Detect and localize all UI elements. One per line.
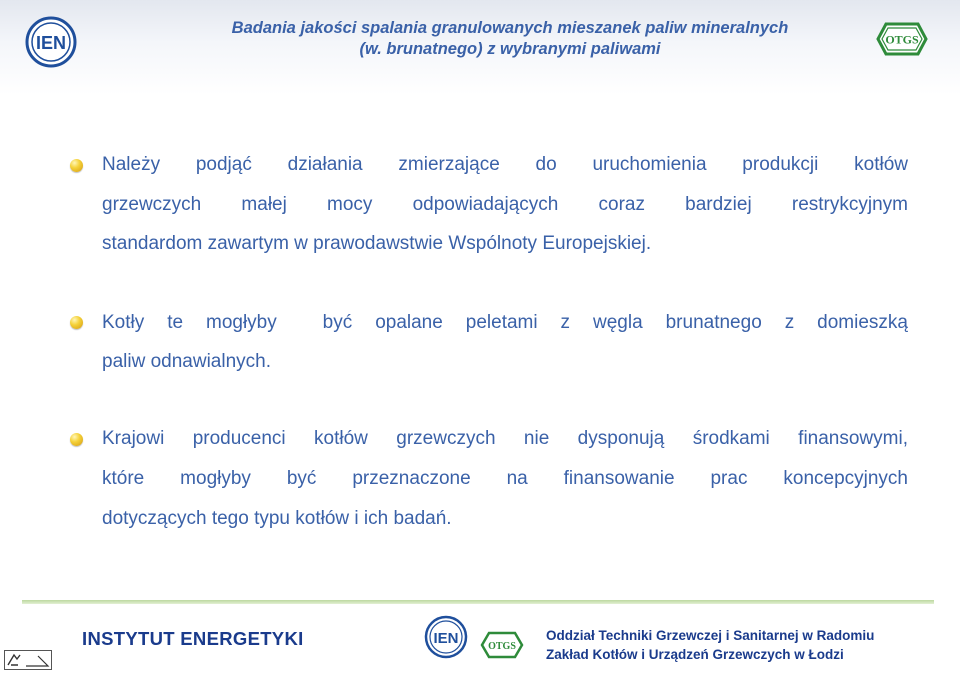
- ien-logo-text: IEN: [35, 33, 67, 53]
- bullet-1-line-2: grzewczych małej mocy odpowiadających coraz bardziej restrykcyjnym: [102, 194, 908, 215]
- slide-corner-icon[interactable]: [4, 650, 52, 670]
- bullet-3-line-1: Krajowi producenci kotłów grzewczych nie dysponują środkami finansowymi,: [102, 428, 908, 449]
- footer-dept-line-2: Zakład Kotłów i Urządzeń Grzewczych w Łodzi: [546, 647, 844, 662]
- footer-otgs-logo-text: OTGS: [488, 641, 516, 652]
- otgs-logo-text: OTGS: [885, 32, 919, 47]
- bullet-2-line-1: Kotły te mogłyby być opalane peletami z węgla brunatnego z domieszką: [102, 312, 908, 333]
- footer-divider: [22, 600, 934, 604]
- footer-ien-logo-text: IEN: [433, 630, 459, 647]
- title-line-1: Badania jakości spalania granulowanych mieszanek paliw mineralnych: [231, 19, 789, 37]
- ien-logo-icon: [424, 615, 468, 659]
- footer-institute-name: INSTYTUT ENERGETYKI: [82, 628, 304, 649]
- bullet-icon: [70, 159, 83, 172]
- footer-dept-line-1: Oddział Techniki Grzewczej i Sanitarnej w Radomiu: [546, 628, 875, 643]
- bullet-1-line-1: Należy podjąć działania zmierzające do uruchomienia produkcji kotłów: [102, 154, 908, 175]
- bullet-1-line-3: standardom zawartym w prawodawstwie Wspólnoty Europejskiej.: [102, 233, 652, 254]
- title-line-2: (w. brunatnego) z wybranymi paliwami: [359, 40, 661, 58]
- bullet-3-line-3: dotyczących tego typu kotłów i ich badań.: [102, 508, 452, 529]
- footer-department: [546, 626, 926, 664]
- bullet-icon: [70, 316, 83, 329]
- otgs-logo-icon: [478, 630, 526, 660]
- bullet-icon: [70, 433, 83, 446]
- bullet-3-line-2: które mogłyby być przeznaczone na finansowanie prac koncepcyjnych: [102, 468, 908, 489]
- bullet-2-line-2: paliw odnawialnych.: [102, 351, 271, 372]
